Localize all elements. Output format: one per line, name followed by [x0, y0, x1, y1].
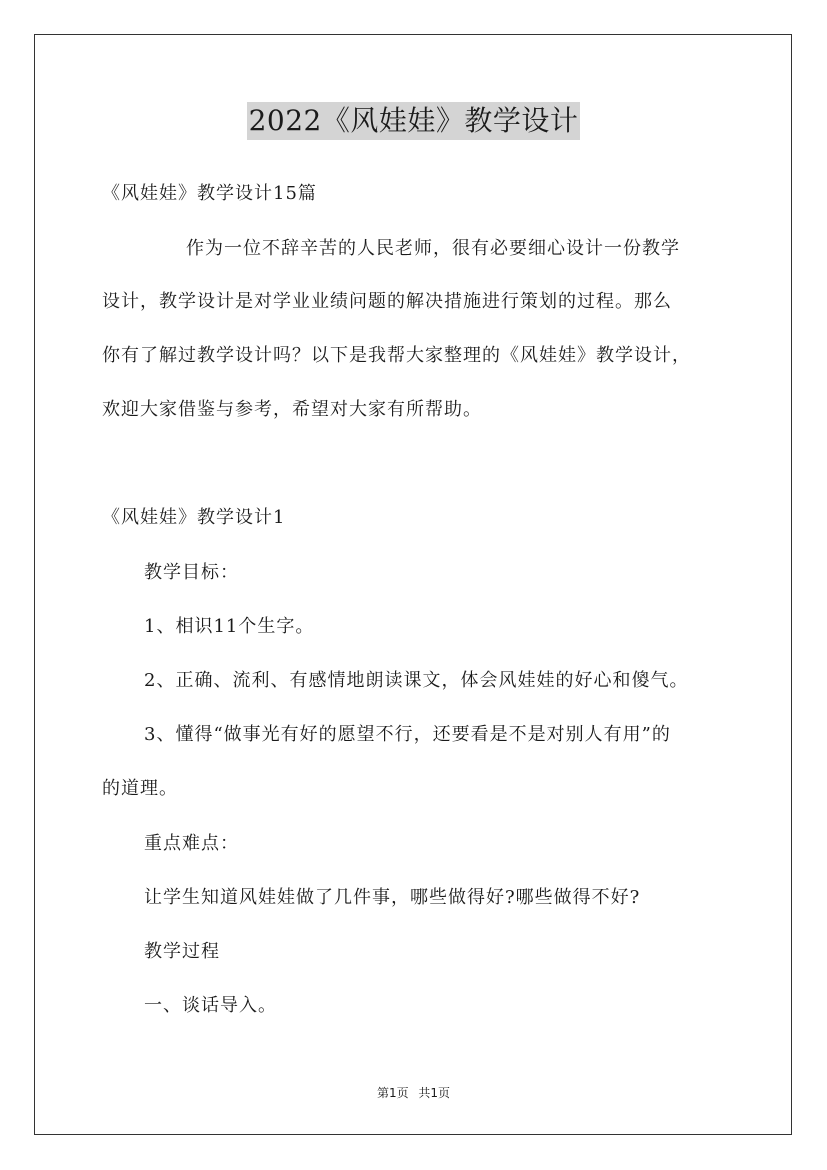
document-subtitle: 《风娃娃》教学设计15篇: [102, 183, 317, 204]
objective-item-2: 2、正确、流利、有感情地朗读课文，体会风娃娃的好心和傻气。: [144, 670, 689, 691]
process-step-1: 一、谈话导入。: [144, 995, 277, 1016]
objective-item-3-continuation: 的道理。: [102, 778, 178, 799]
objectives-label: 教学目标：: [144, 562, 239, 583]
section-heading: 《风娃娃》教学设计1: [102, 507, 286, 528]
process-label: 教学过程: [144, 941, 220, 962]
page-number-current: 第1页: [376, 1086, 409, 1100]
intro-line-4: 欢迎大家借鉴与参考，希望对大家有所帮助。: [102, 399, 482, 420]
objective-item-1: 1、相识11个生字。: [144, 616, 315, 637]
document-title: 2022《风娃娃》教学设计: [247, 102, 581, 140]
intro-line-3: 你有了解过教学设计吗？以下是我帮大家整理的《风娃娃》教学设计，: [102, 345, 691, 366]
page-number-total: 共1页: [418, 1086, 451, 1100]
page-footer: [0, 1084, 827, 1101]
objective-item-3: 3、懂得“做事光有好的愿望不行，还要看是不是对别人有用”的: [144, 724, 671, 745]
document-title-block: [0, 102, 827, 140]
intro-line-1: 作为一位不辞辛苦的人民老师，很有必要细心设计一份教学: [186, 238, 680, 259]
intro-line-2: 设计，教学设计是对学业业绩问题的解决措施进行策划的过程。那么: [102, 291, 672, 312]
key-points-text: 让学生知道风娃娃做了几件事，哪些做得好?哪些做得不好?: [144, 887, 641, 908]
key-points-label: 重点难点：: [144, 833, 239, 854]
